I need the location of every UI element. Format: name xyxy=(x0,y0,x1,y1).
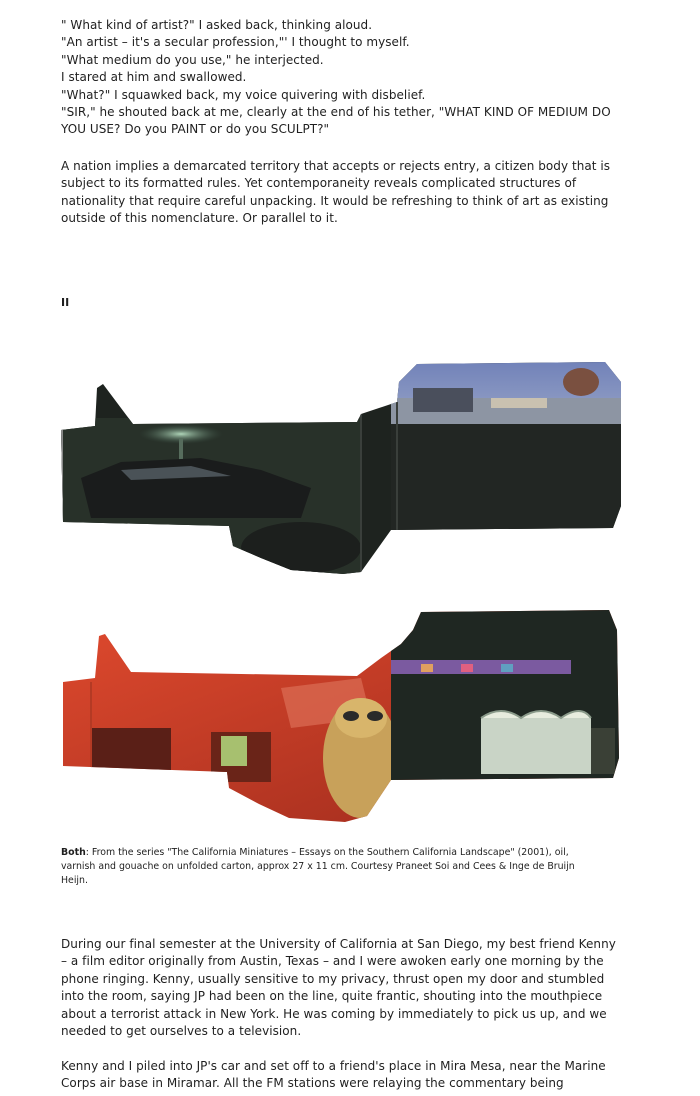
paragraph-line: A nation implies a demarcated territory that accepts or rejects entry, a citizen body that is xyxy=(61,159,611,173)
paragraph-line: outside of this nomenclature. Or parallel to it. xyxy=(61,211,338,226)
paragraph-line: During our final semester at the University of California at San Diego, my best friend Kenny xyxy=(61,937,616,951)
dialogue-line: YOU USE? Do you PAINT or do you SCULPT?" xyxy=(61,122,330,137)
paragraph-line: about a terrorist attack in New York. He was coming by immediately to pick us up, and we xyxy=(61,1006,607,1021)
paragraph-line: subject to its formatted rules. Yet contemporaneity reveals complicated structures of xyxy=(61,176,577,191)
dialogue-line: "An artist – it's a secular profession,"' I thought to myself. xyxy=(61,35,410,50)
paragraph-line: Corps air base in Miramar. All the FM stations were relaying the commentary being xyxy=(61,1076,564,1091)
dialogue-line: I stared at him and swallowed. xyxy=(61,70,247,85)
paragraph-line: phone ringing. Kenny, usually sensitive to my privacy, thrust open my door and stumbled xyxy=(61,971,605,986)
dialogue-block xyxy=(61,17,611,139)
image-caption xyxy=(61,846,575,888)
paragraph-line: Kenny and I piled into JP's car and set off to a friend's place in Mira Mesa, near the Marine xyxy=(61,1059,606,1073)
caption-line: varnish and gouache on unfolded carton, approx 27 x 11 cm. Courtesy Praneet Soi and Cees & Inge de Bruijn xyxy=(61,861,575,872)
paragraph-line: into the room, saying JP had been on the line, quite frantic, shouting into the mouthpiece xyxy=(61,989,603,1004)
paragraph-line: needed to get ourselves to a television. xyxy=(61,1024,302,1039)
dialogue-line: "SIR," he shouted back at me, clearly at the end of his tether, "WHAT KIND OF MEDIUM DO xyxy=(61,105,611,120)
caption-text: : From the series "The California Miniatures – Essays on the Southern California Landscape" (2001), oil, xyxy=(85,847,569,858)
artwork-image-red-interior xyxy=(61,608,621,824)
paragraph-line: nationality that require careful unpacking. It would be refreshing to think of art as existing xyxy=(61,193,609,208)
paragraph-nation xyxy=(61,158,610,228)
caption-line: Heijn. xyxy=(61,875,88,886)
dialogue-line: " What kind of artist?" I asked back, thinking aloud. xyxy=(61,18,373,32)
caption-line xyxy=(61,846,575,860)
dialogue-line: "What?" I squawked back, my voice quivering with disbelief. xyxy=(61,87,426,102)
section-number: II xyxy=(61,296,70,309)
paragraph-ucsd xyxy=(61,936,616,1040)
caption-bold-lead: Both xyxy=(61,847,86,858)
paragraph-line: – a film editor originally from Austin, Texas – and I were awoken early one morning by the xyxy=(61,954,604,969)
dialogue-line: "What medium do you use," he interjected. xyxy=(61,52,324,67)
paragraph-miramar xyxy=(61,1058,606,1093)
artwork-image-night xyxy=(61,358,621,576)
